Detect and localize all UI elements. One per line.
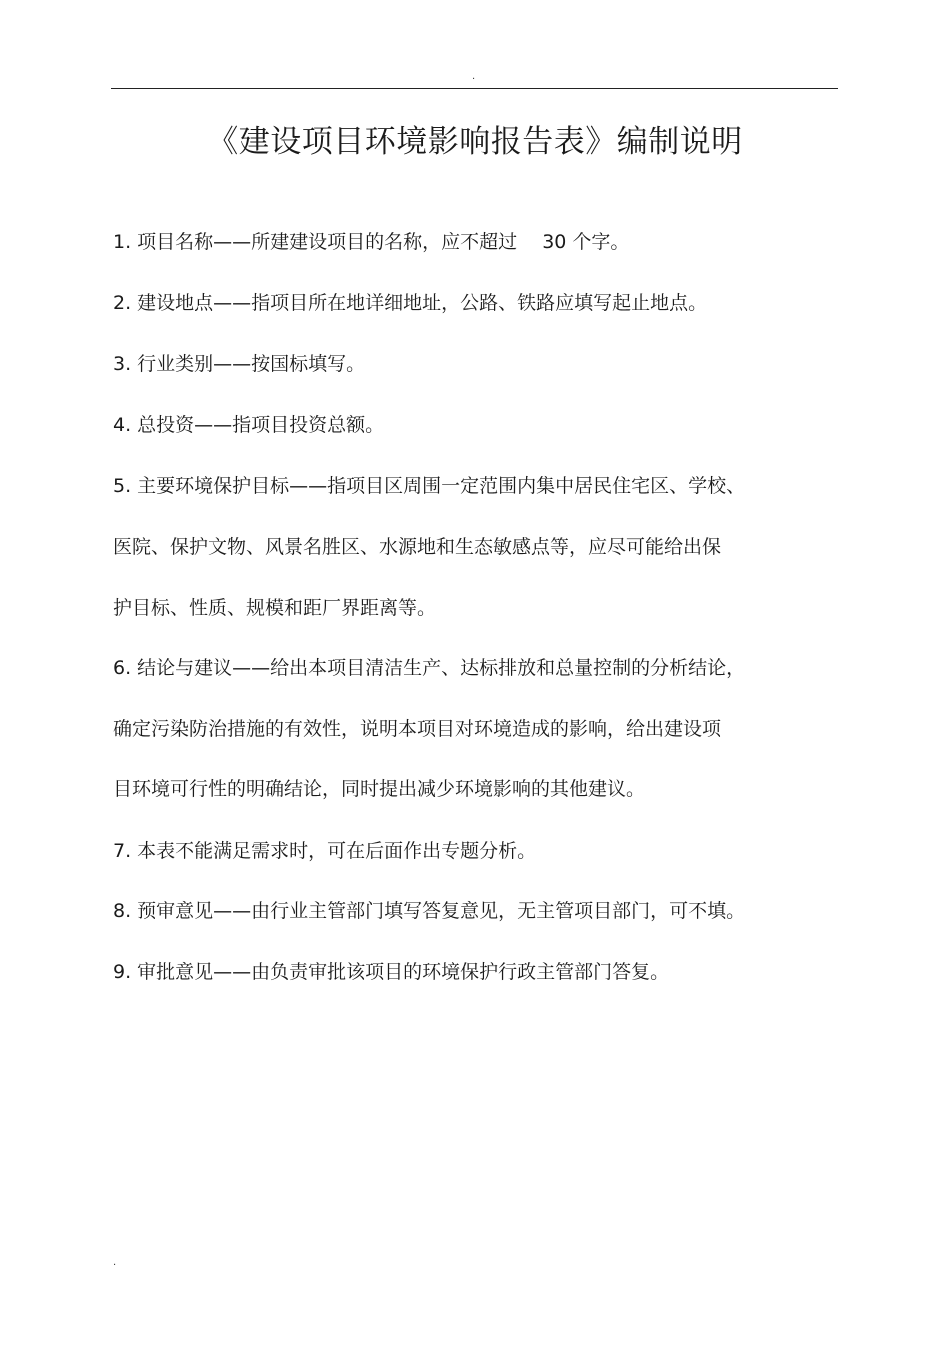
footer-mark: .	[113, 1257, 117, 1268]
header-mark: .	[472, 71, 476, 82]
header-rule	[111, 88, 838, 89]
list-item-5-line-3: 护目标、性质、规模和距厂界距离等。	[113, 597, 437, 619]
list-item-3-line-1: 3. 行业类别——按国标填写。	[113, 353, 366, 375]
list-item-6-line-1: 6. 结论与建议——给出本项目清洁生产、达标排放和总量控制的分析结论，	[113, 657, 746, 679]
list-item-6-line-3: 目环境可行性的明确结论，同时提出减少环境影响的其他建议。	[113, 778, 646, 800]
list-item-7-line-1: 7. 本表不能满足需求时，可在后面作出专题分析。	[113, 840, 537, 862]
list-item-4-line-1: 4. 总投资——指项目投资总额。	[113, 414, 385, 436]
list-item-5-line-1: 5. 主要环境保护目标——指项目区周围一定范围内集中居民住宅区、学校、	[113, 475, 746, 497]
list-item-2-line-1: 2. 建设地点——指项目所在地详细地址，公路、铁路应填写起止地点。	[113, 292, 708, 314]
list-item-8-line-1: 8. 预审意见——由行业主管部门填写答复意见，无主管项目部门，可不填。	[113, 900, 746, 922]
list-item-9-line-1: 9. 审批意见——由负责审批该项目的环境保护行政主管部门答复。	[113, 961, 670, 983]
page-title: 《建设项目环境影响报告表》编制说明	[207, 124, 743, 160]
list-item-1-line-1: 1. 项目名称——所建建设项目的名称，应不超过 30 个字。	[113, 231, 630, 253]
list-item-5-line-2: 医院、保护文物、风景名胜区、水源地和生态敏感点等，应尽可能给出保	[113, 536, 722, 558]
list-item-6-line-2: 确定污染防治措施的有效性，说明本项目对环境造成的影响，给出建设项	[113, 718, 722, 740]
